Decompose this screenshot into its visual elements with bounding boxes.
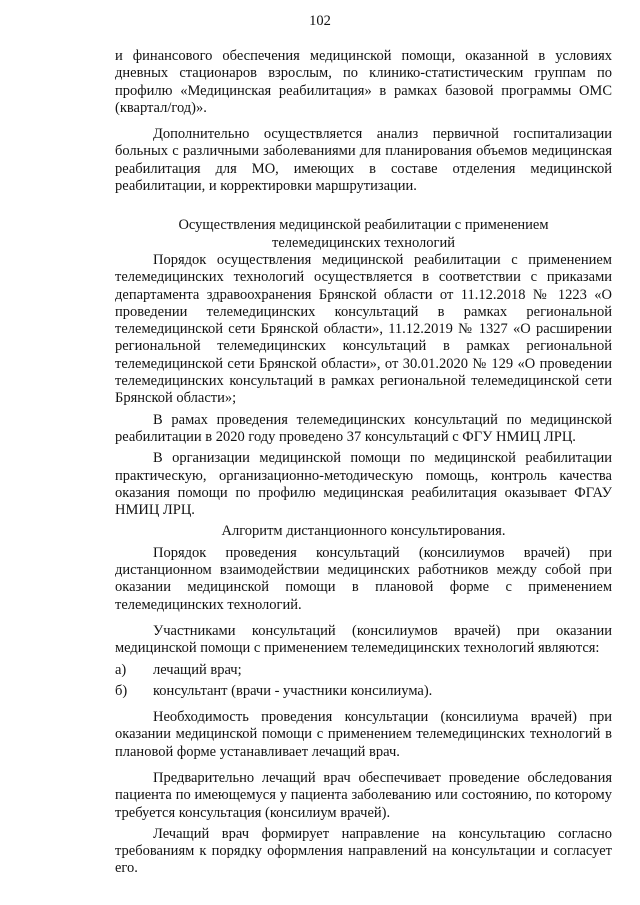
paragraph-referral: Лечащий врач формирует направление на консультацию согласно требованиям к порядку оформления направлений на консультации и согласует его.: [115, 825, 612, 877]
page-number: 102: [309, 13, 331, 29]
paragraph-telemedicine-order: Порядок осуществления медицинской реабилитации с применением телемедицинских технологий осуществляется в соответствии с приказами департамента здравоохранения Брянской области от 11.12.2018 № 1223 «О проведении телемедицинских консультаций в рамках региональной телемедицинской сети Брянской области», 11.12.2019 № 1327 «О расширении региональной телемедицинских консультаций в рамках региональной телемедицинской сети Брянской области», от 30.01.2020 № 129 «О проведении телемедицинских консультаций в рамках региональной телемедицинской сети Брянской области»;: [115, 251, 612, 407]
paragraph-organization-help: В организации медицинской помощи по медицинской реабилитации практическую, организационно-методическую помощь, контроль качества оказания помощи по профилю медицинская реабилитация оказывает ФГАУ НМИЦ ЛРЦ.: [115, 450, 612, 519]
list-marker: б): [115, 682, 128, 699]
list-text: лечащий врач;: [153, 661, 242, 678]
section-heading-algorithm: Алгоритм дистанционного консультирования.: [221, 523, 506, 540]
paragraph-participants: Участниками консультаций (консилиумов врачей) при оказании медицинской помощи с применением телемедицинских технологий являются:: [115, 622, 612, 657]
paragraph-procedure: Порядок проведения консультаций (консилиумов врачей) при дистанционном взаимодействии медицинских работников между собой при оказании медицинской помощи в плановой форме с применением телемедицинских технологий.: [115, 544, 612, 613]
paragraph-additional-analysis: Дополнительно осуществляется анализ первичной госпитализации больных с различными заболеваниями для планирования объемов медицинская реабилитация для МО, имеющих в составе отделения медицинской реабилитации, и корректировки маршрутизации.: [115, 126, 612, 195]
section-heading-telemedicine: Осуществления медицинской реабилитации с применением телемедицинских технологий: [178, 217, 549, 251]
list-text: консультант (врачи - участники консилиума).: [153, 682, 433, 699]
paragraph-continuation: и финансового обеспечения медицинской помощи, оказанной в условиях дневных стационаров взрослым, по клинико-статистическим группам по профилю «Медицинская реабилитация» в рамках базовой программы ОМС (квартал/год)».: [115, 48, 612, 116]
document-body: [115, 48, 612, 878]
paragraph-necessity: Необходимость проведения консультации (консилиума врачей) при оказании медицинской помощи с применением телемедицинских технологий в плановой форме устанавливает лечащий врач.: [115, 709, 612, 760]
list-item-consultant: [115, 683, 612, 700]
list-marker: а): [115, 661, 127, 678]
paragraph-preliminary-exam: Предварительно лечащий врач обеспечивает проведение обследования пациента по имеющемуся у пациента заболеванию или состоянию, по которому требуется консультация (консилиум врачей).: [115, 769, 612, 821]
list-item-attending-physician: [115, 662, 612, 679]
paragraph-consultations-2020: В рамах проведения телемедицинских консультаций по медицинской реабилитации в 2020 году проведено 37 консультаций с ФГУ НМИЦ ЛРЦ.: [115, 411, 612, 445]
